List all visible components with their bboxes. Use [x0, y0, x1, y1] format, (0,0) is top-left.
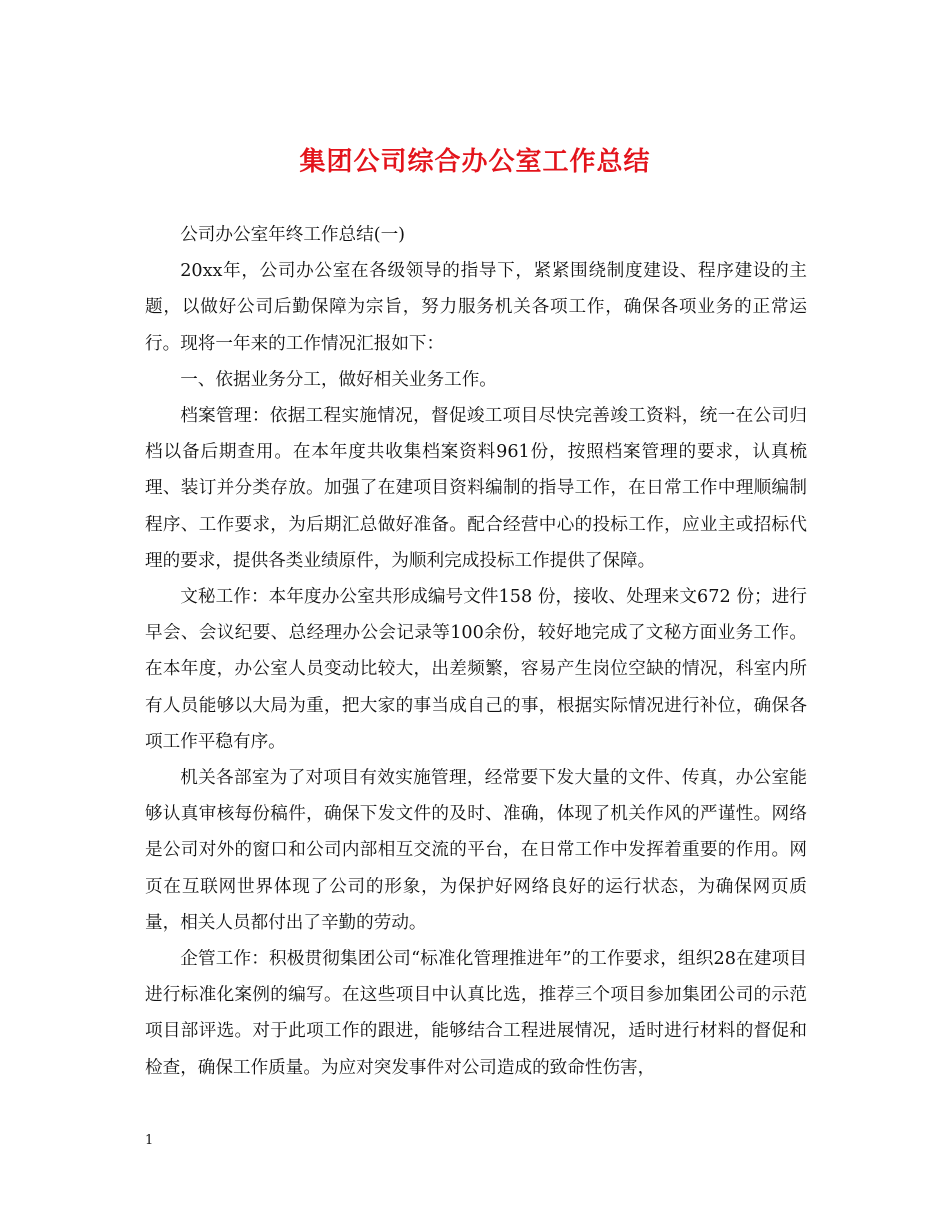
document-body — [145, 217, 807, 1086]
paragraph-subtitle: 公司办公室年终工作总结(一) — [180, 225, 406, 245]
paragraph-secretarial: 文秘工作：本年度办公室共形成编号文件158 份，接收、处理来文672 份；进行早会、会议纪要、总经理办公会记录等100余份，较好地完成了文秘方面业务工作。在本年度，办公室人员变动比较大，出差频繁，容易产生岗位空缺的情况，科室内所有人员能够以大局为重，把大家的事当成自己的事，根据实际情况进行补位，确保各项工作平稳有序。 — [145, 587, 807, 752]
paragraph-archives: 档案管理：依据工程实施情况，督促竣工项目尽快完善竣工资料，统一在公司归档以备后期查用。在本年度共收集档案资料961份，按照档案管理的要求，认真梳理、装订并分类存放。加强了在建项目资料编制的指导工作，在日常工作中理顺编制程序、工作要求，为后期汇总做好准备。配合经营中心的投标工作，应业主或招标代理的要求，提供各类业绩原件，为顺利完成投标工作提供了保障。 — [145, 406, 807, 571]
paragraph-departments: 机关各部室为了对项目有效实施管理，经常要下发大量的文件、传真，办公室能够认真审核每份稿件，确保下发文件的及时、准确，体现了机关作风的严谨性。网络是公司对外的窗口和公司内部相互交流的平台，在日常工作中发挥着重要的作用。网页在互联网世界体现了公司的形象，为保护好网络良好的运行状态，为确保网页质量，相关人员都付出了辛勤的劳动。 — [145, 768, 807, 933]
paragraph-intro: 20xx年，公司办公室在各级领导的指导下，紧紧围绕制度建设、程序建设的主题，以做好公司后勤保障为宗旨，努力服务机关各项工作，确保各项业务的正常运行。现将一年来的工作情况汇报如下： — [145, 261, 807, 354]
paragraph-section-heading: 一、依据业务分工，做好相关业务工作。 — [180, 369, 497, 390]
page-number: 1 — [145, 1133, 154, 1148]
paragraph-enterprise-management: 企管工作：积极贯彻集团公司“标准化管理推进年”的工作要求，组织28在建项目进行标准化案例的编写。在这些项目中认真比选，推荐三个项目参加集团公司的示范项目部评选。对于此项工作的跟进，能够结合工程进展情况，适时进行材料的督促和检查，确保工作质量。为应对突发事件对公司造成的致命性伤害， — [145, 949, 807, 1078]
document-title: 集团公司综合办公室工作总结 — [299, 147, 651, 177]
